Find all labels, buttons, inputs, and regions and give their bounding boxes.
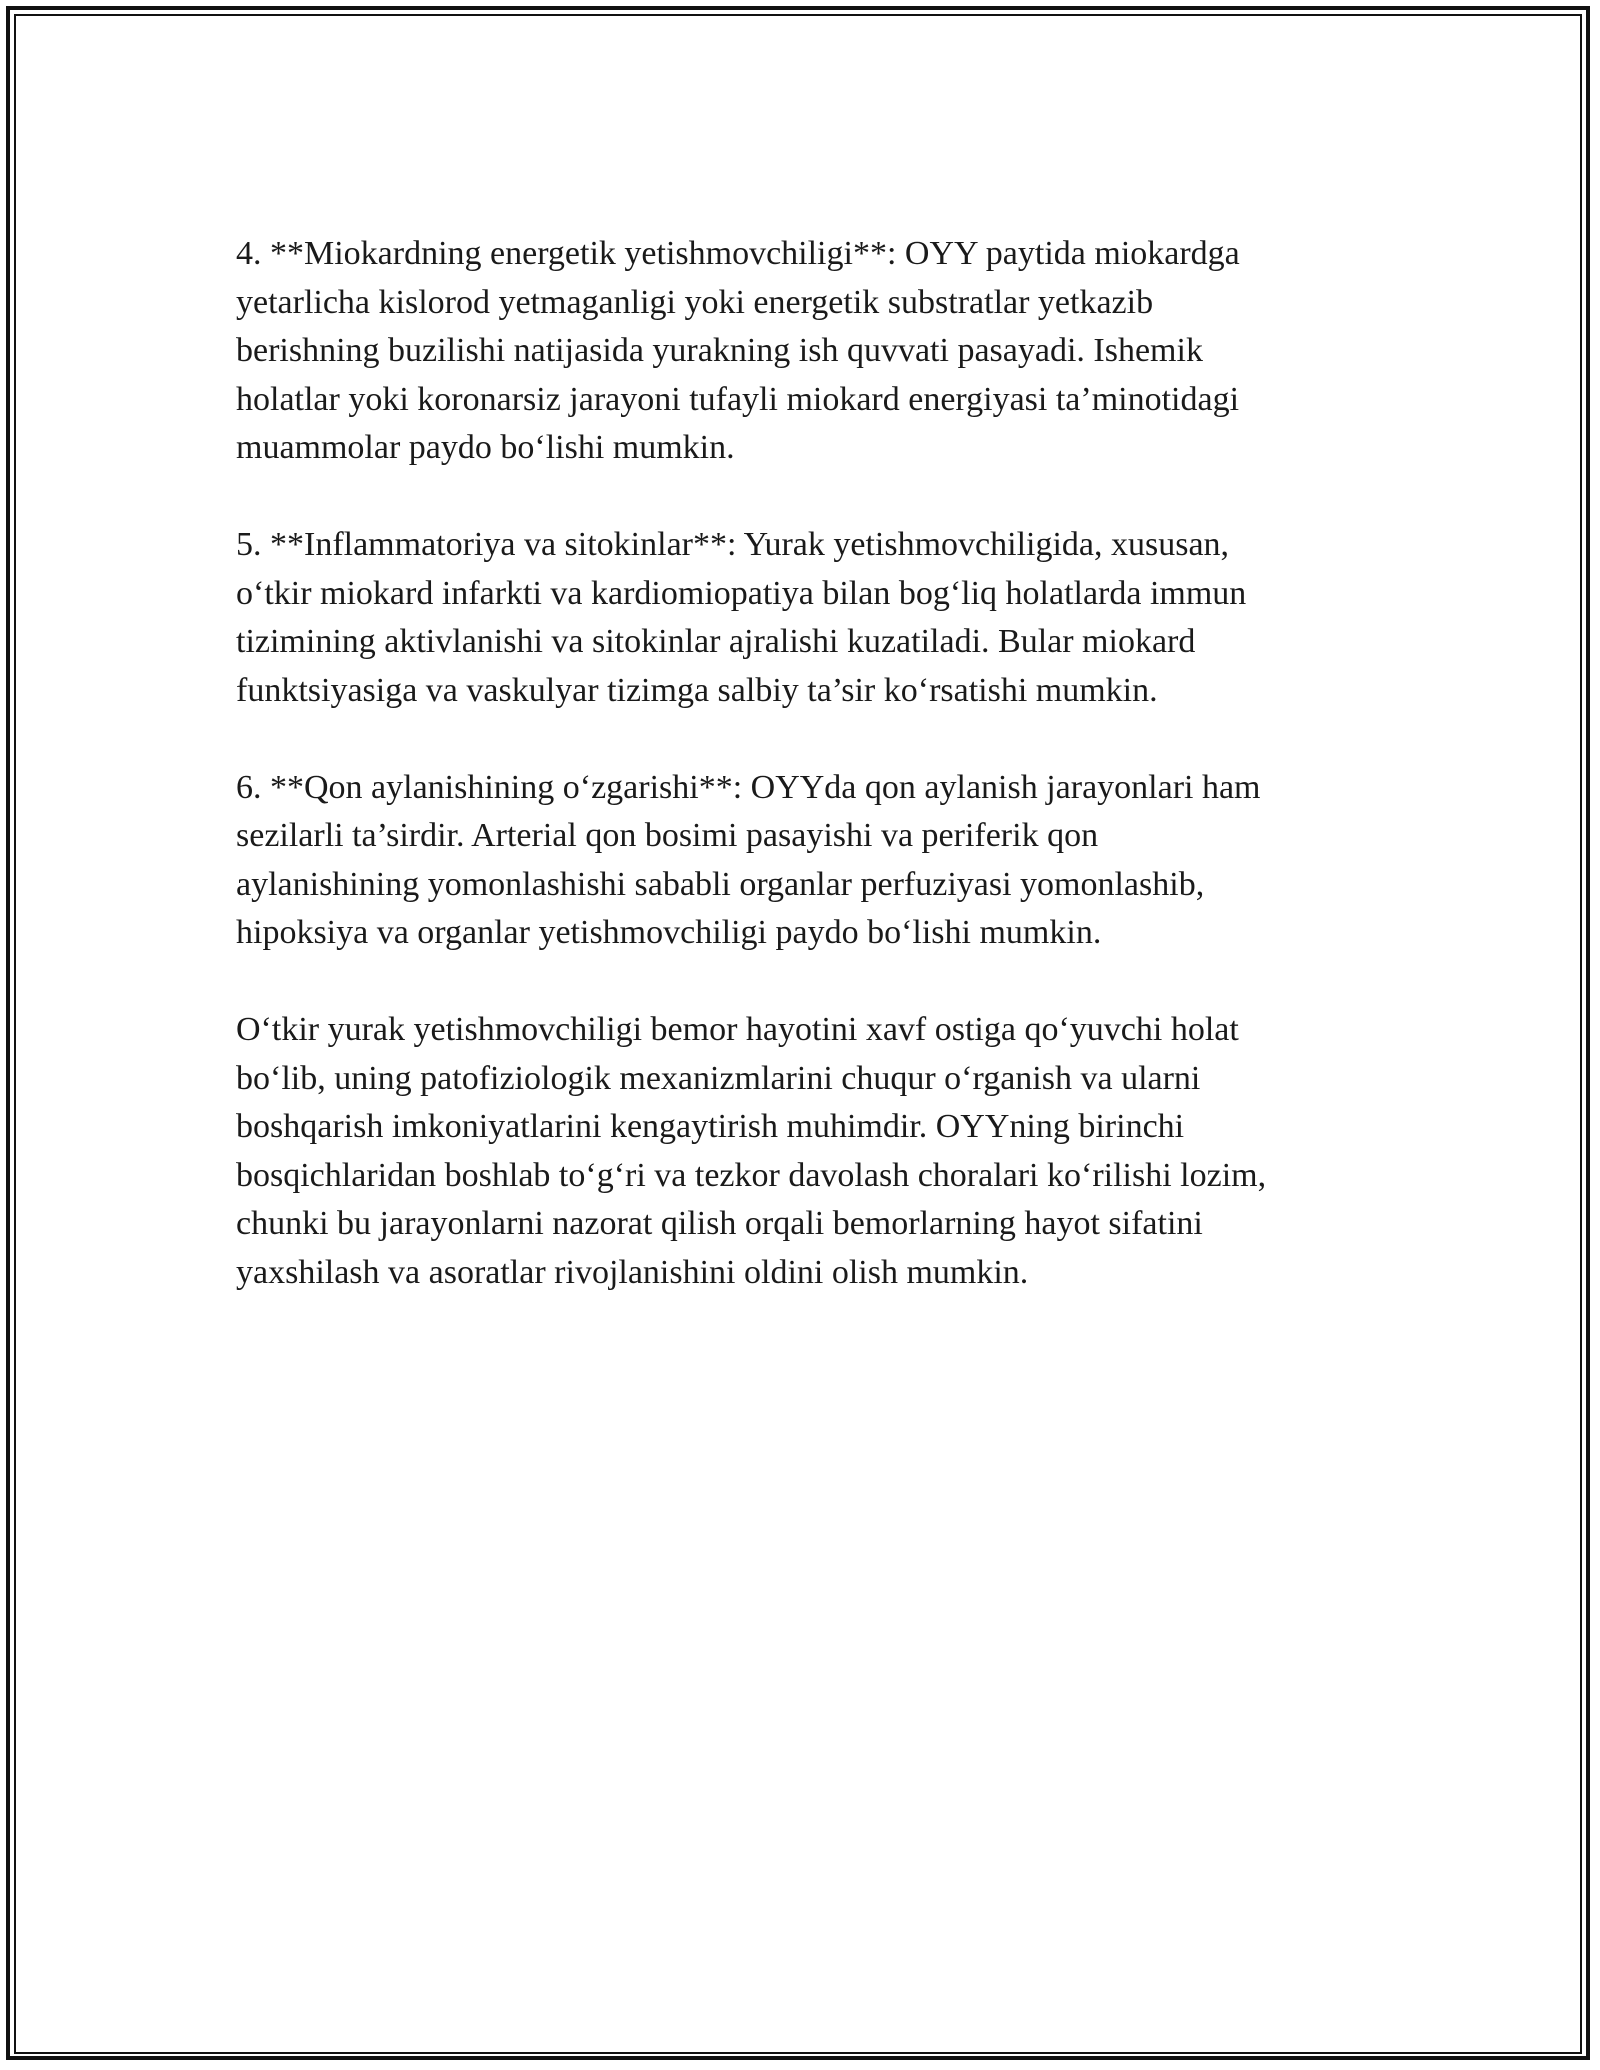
paragraph-conclusion: Oʻtkir yurak yetishmovchiligi bemor hayotini xavf ostiga qoʻyuvchi holat boʻlib, uning patofiziologik mexanizmlarini chuqur oʻrganish va ularni boshqarish imkoniyatlarini kengaytirish muhimdir. OYYning birinchi bosqichlaridan boshlab toʻgʻri va tezkor davolash choralari koʻrilishi lozim, chunki bu jarayonlarni nazorat qilish orqali bemorlarning hayot sifatini yaxshilash va asoratlar rivojlanishini oldini olish mumkin. — [236, 1011, 1267, 1291]
document-body — [236, 230, 1366, 1297]
paragraph-circulation-changes: 6. **Qon aylanishining oʻzgarishi**: OYYda qon aylanish jarayonlari ham sezilarli ta’sirdir. Arterial qon bosimi pasayishi va periferik qon aylanishining yomonlashishi sababli organlar perfuziyasi yomonlashib, hipoksiya va organlar yetishmovchiligi paydo boʻlishi mumkin. — [236, 768, 1261, 951]
paragraph-inflammation-cytokines: 5. **Inflammatoriya va sitokinlar**: Yurak yetishmovchiligida, xususan, oʻtkir miokard infarkti va kardiomiopatiya bilan bogʻliq holatlarda immun tizimining aktivlanishi va sitokinlar ajralishi kuzatiladi. Bular miokard funktsiyasiga va vaskulyar tizimga salbiy ta’sir koʻrsatishi mumkin. — [236, 526, 1247, 709]
paragraph-energetic-deficiency: 4. **Miokardning energetik yetishmovchiligi**: OYY paytida miokardga yetarlicha kislorod yetmaganligi yoki energetik substratlar yetkazib berishning buzilishi natijasida yurakning ish quvvati pasayadi. Ishemik holatlar yoki koronarsiz jarayoni tufayli miokard energiyasi ta’minotidagi muammolar paydo boʻlishi mumkin. — [236, 235, 1240, 466]
